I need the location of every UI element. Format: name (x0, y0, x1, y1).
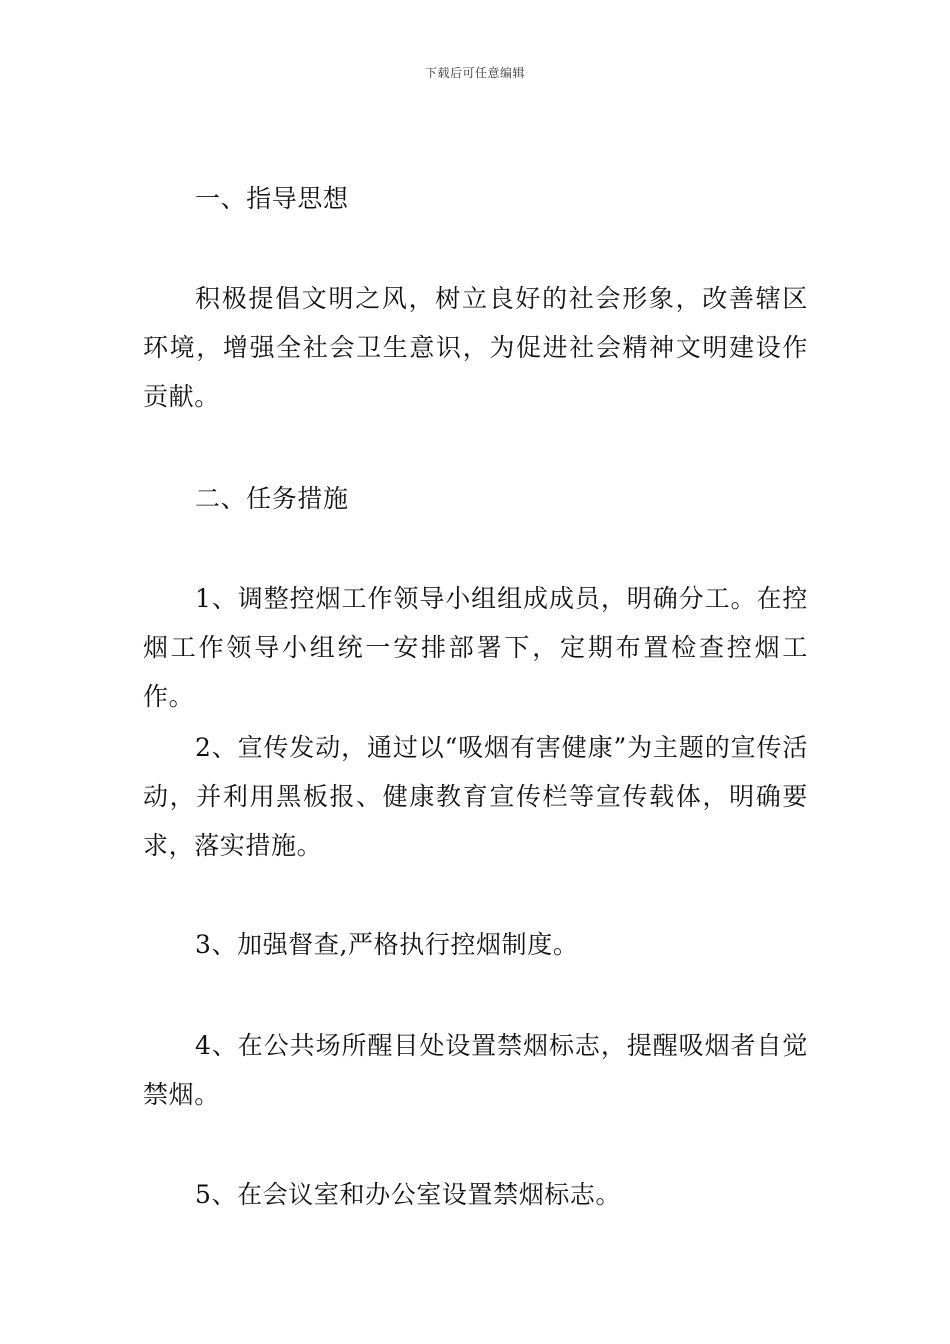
paragraph-measure-1: 1、调整控烟工作领导小组组成成员，明确分工。在控烟工作领导小组统一安排部署下，定期布置检查控烟工作。 (143, 584, 808, 711)
paragraph-measure-4: 4、在公共场所醒目处设置禁烟标志，提醒吸烟者自觉禁烟。 (143, 1031, 808, 1109)
paragraph-measure-2: 2、宣传发动，通过以“吸烟有害健康”为主题的宣传活动，并利用黑板报、健康教育宣传栏等宣传载体，明确要求，落实措施。 (143, 733, 808, 860)
paragraph-guiding-ideology: 积极提倡文明之风，树立良好的社会形象，改善辖区环境，增强全社会卫生意识，为促进社会精神文明建设作贡献。 (143, 284, 808, 411)
paragraph-measure-5: 5、在会议室和办公室设置禁烟标志。 (195, 1180, 622, 1209)
paragraph-measure-3: 3、加强督查,严格执行控烟制度。 (195, 930, 579, 959)
page-header-note: 下载后可任意编辑 (424, 66, 525, 80)
section-heading-task-measures: 二、任务措施 (195, 484, 349, 513)
section-heading-guiding-ideology: 一、指导思想 (195, 184, 349, 213)
